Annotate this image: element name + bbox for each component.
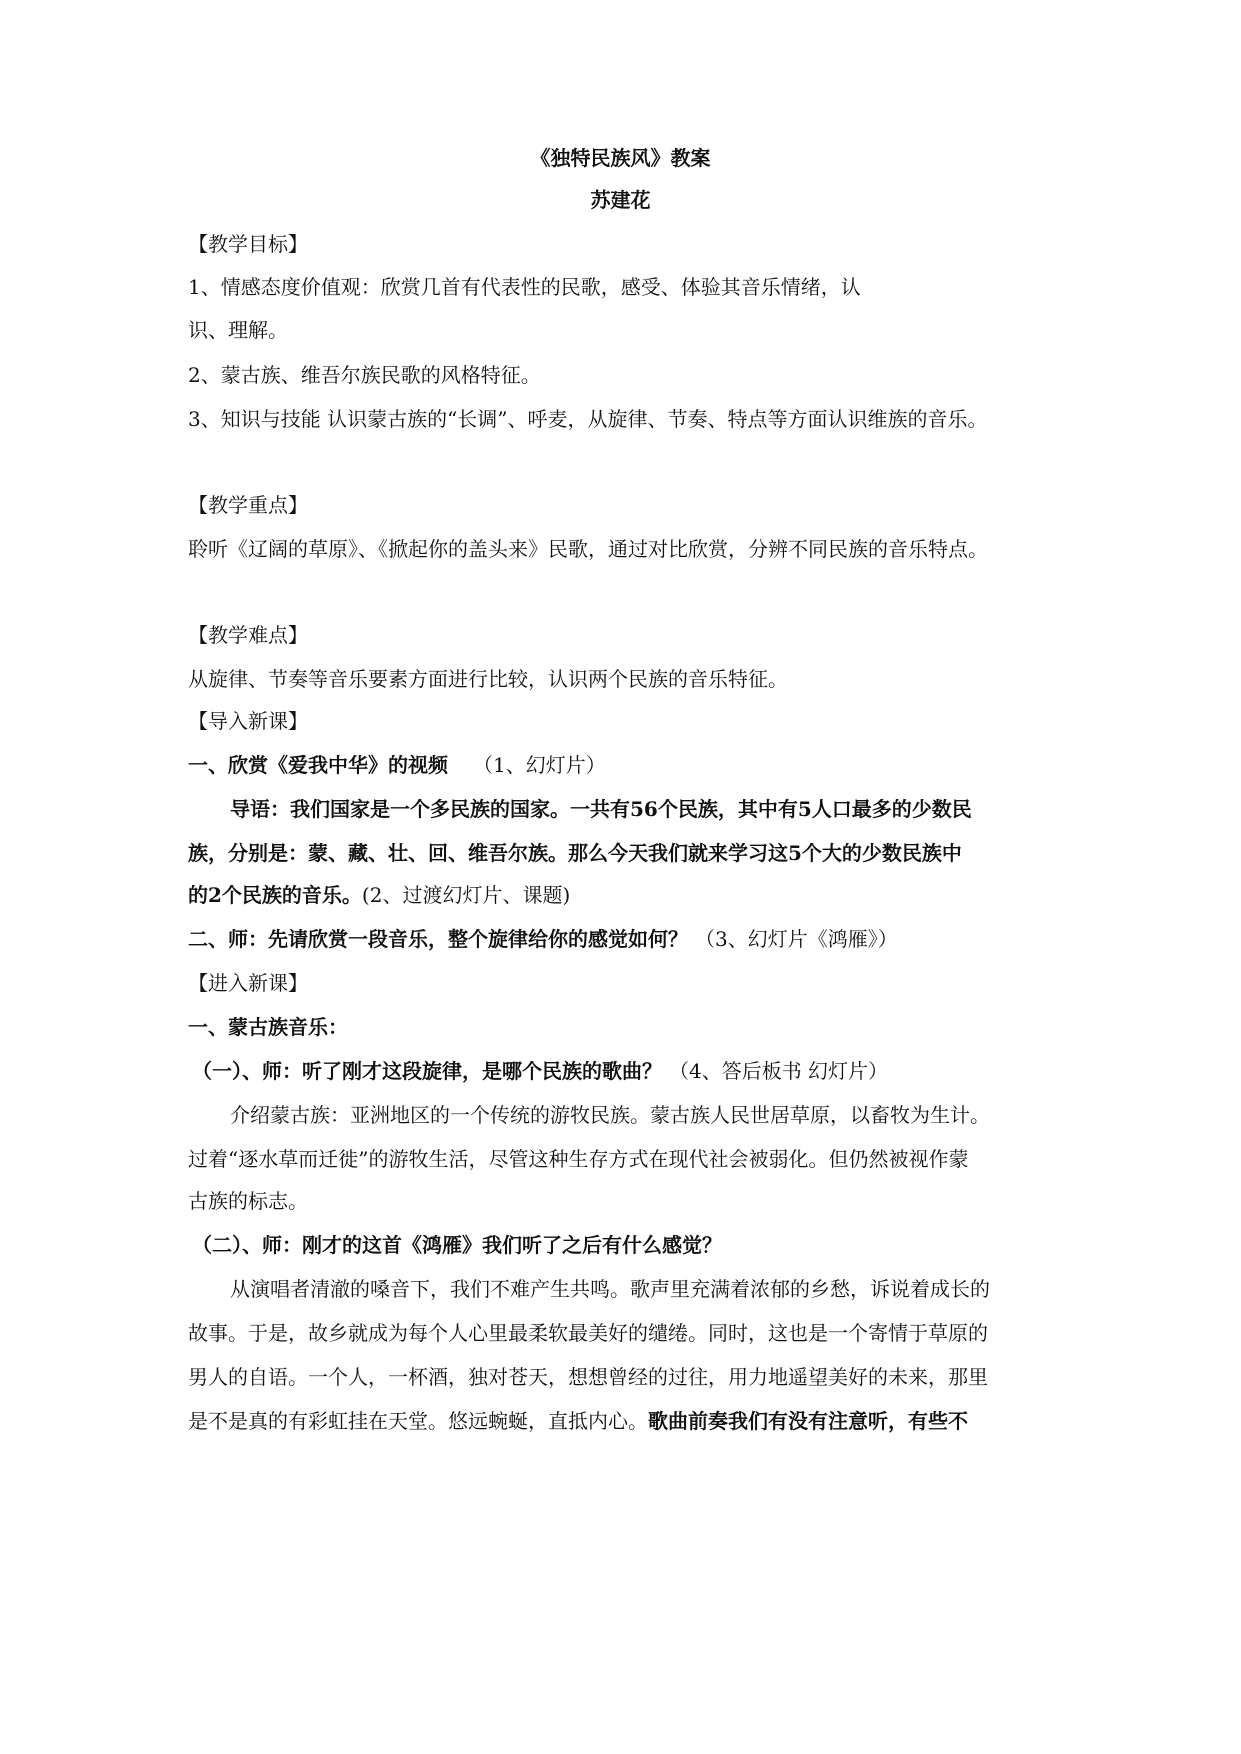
question-1 (192, 1056, 1072, 1086)
section-2-title-text: 二、师：先请欣赏一段音乐，整个旋律给你的感觉如何？ (188, 927, 688, 951)
section-2-note: （3、幻灯片《鸿雁》） (694, 927, 898, 951)
goal-1-line-1: 1、情感态度价值观：欣赏几首有代表性的民歌，感受、体验其音乐情绪，认 (188, 275, 861, 299)
difficulty-text: 从旋律、节奏等音乐要素方面进行比较，认识两个民族的音乐特征。 (188, 667, 788, 691)
question-1-note: （4、答后板书 幻灯片） (668, 1059, 889, 1083)
paragraph-line-3: 男人的自语。一个人，一杯酒，独对苍天，想想曾经的过往，用力地遥望美好的未来，那里 (188, 1365, 988, 1389)
paragraph-line-4-bold: 歌曲前奏我们有没有注意听，有些不 (648, 1409, 968, 1433)
guide-line-3-text: 的2个民族的音乐。 (188, 883, 362, 907)
guide-line-2: 族，分别是：蒙、藏、壮、回、维吾尔族。那么今天我们就来学习这5个大的少数民族中 (188, 841, 962, 865)
goal-2: 2、蒙古族、维吾尔族民歌的风格特征。 (188, 363, 541, 387)
goals-heading: 【教学目标】 (188, 232, 308, 256)
paragraph-line-4 (188, 1406, 1068, 1436)
key-points-text: 聆听《辽阔的草原》、《掀起你的盖头来》民歌，通过对比欣赏，分辨不同民族的音乐特点。 (188, 537, 988, 561)
mongolian-intro-line-2: 过着“逐水草而迁徙”的游牧生活，尽管这种生存方式在现代社会被弱化。但仍然被视作蒙 (188, 1147, 969, 1171)
author-name: 苏建花 (590, 188, 651, 212)
section-1-title (188, 750, 1068, 780)
section-1-note: （1、幻灯片） (472, 753, 606, 777)
document-title: 《独特民族风》教案 (530, 146, 711, 170)
goal-1-line-2: 识、理解。 (188, 318, 288, 342)
question-1-text: （一）、师：听了刚才这段旋律，是哪个民族的歌曲？ (192, 1059, 662, 1083)
guide-line-1: 导语：我们国家是一个多民族的国家。一共有56个民族，其中有5人口最多的少数民 (230, 797, 972, 821)
key-points-heading: 【教学重点】 (188, 493, 308, 517)
guide-line-3-note: (2、过渡幻灯片、课题) (361, 883, 571, 907)
goal-3: 3、知识与技能 认识蒙古族的“长调”、呼麦，从旋律、节奏、特点等方面认识维族的音乐。 (188, 407, 988, 431)
paragraph-line-4-text: 是不是真的有彩虹挂在天堂。悠远蜿蜒，直抵内心。 (188, 1409, 648, 1433)
section-2-title (188, 924, 1068, 954)
difficulty-heading: 【教学难点】 (188, 623, 308, 647)
intro-heading: 【导入新课】 (188, 709, 308, 733)
guide-line-3 (188, 880, 1068, 910)
question-2: （二）、师：刚才的这首《鸿雁》我们听了之后有什么感觉？ (192, 1233, 722, 1257)
new-lesson-heading: 【进入新课】 (188, 971, 308, 995)
mongolian-music-title: 一、蒙古族音乐： (188, 1015, 348, 1039)
paragraph-line-2: 故事。于是，故乡就成为每个人心里最柔软最美好的缱绻。同时，这也是一个寄情于草原的 (188, 1321, 988, 1345)
mongolian-intro-line-3: 古族的标志。 (188, 1189, 308, 1213)
paragraph-line-1: 从演唱者清澈的嗓音下，我们不难产生共鸣。歌声里充满着浓郁的乡愁，诉说着成长的 (230, 1277, 990, 1301)
mongolian-intro-line-1: 介绍蒙古族：亚洲地区的一个传统的游牧民族。蒙古族人民世居草原，以畜牧为生计。 (230, 1103, 990, 1127)
section-1-title-text: 一、欣赏《爱我中华》的视频 (188, 753, 448, 777)
